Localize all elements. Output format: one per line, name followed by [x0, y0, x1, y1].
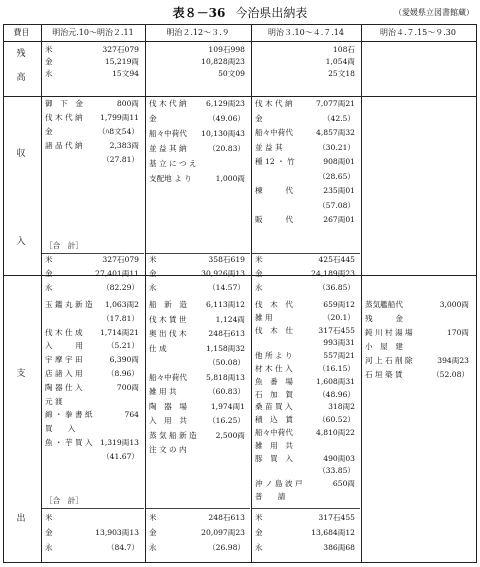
- shunyu-c2-value: （49.06）: [208, 114, 245, 123]
- shunyu-c3-value: 7,077両21: [316, 99, 355, 108]
- shishutsu-c1-label: 陶 器 仕 入: [45, 382, 83, 392]
- zandaka-c1-label: 永: [45, 69, 53, 78]
- shishutsu-c1-value: 1,063両2: [104, 300, 139, 309]
- shunyu-c3-total-label: 金: [255, 269, 263, 278]
- row-divider: [42, 508, 144, 509]
- zandaka-c3-value: 108石: [332, 45, 355, 54]
- zandaka-c1-label: 米: [45, 45, 53, 54]
- shishutsu-c1-label: 玉 鑑 丸 新 造: [45, 300, 93, 309]
- shishutsu-c3-value: 993両31: [323, 338, 355, 348]
- header-period-4: 明治４.７.15～９.30: [380, 28, 456, 37]
- shishutsu-c3-value: 317石455: [318, 325, 355, 335]
- shishutsu-c3-label: 船々中荷代: [255, 428, 293, 437]
- shunyu-c3-value: 4,857両32: [316, 128, 355, 137]
- shishutsu-c1-label: 伐 木 仕 成: [45, 327, 83, 337]
- shishutsu-c2-value: 6,113両12: [206, 300, 245, 309]
- shishutsu-c2-total-value: 248石613: [208, 513, 245, 522]
- category-zandaka-2: 高: [16, 73, 26, 83]
- shishutsu-c1-value: 764: [124, 410, 139, 420]
- shishutsu-c2-total-value: （26.98）: [208, 543, 245, 552]
- shishutsu-c2-label: 仕 成: [149, 343, 167, 353]
- header-period-2: 明治２.12～３.９: [166, 28, 230, 37]
- shishutsu-c3-value: 318両2: [328, 402, 355, 412]
- shunyu-c1-value: 1,799両11: [100, 113, 139, 122]
- shishutsu-c4-label: 小 屋 建: [365, 342, 403, 351]
- shunyu-c3-label: 棟 代: [255, 186, 293, 195]
- shunyu-c2-total-label: 金: [149, 269, 157, 278]
- shishutsu-c2-label: 奥 出 伐 木: [149, 329, 187, 338]
- row-divider: [42, 253, 144, 254]
- shunyu-c2-total-label: 米: [149, 255, 157, 264]
- shunyu-c3-value: 908両01: [323, 157, 355, 166]
- shishutsu-c2-label: 船々中荷代: [149, 372, 187, 382]
- shishutsu-c3-value: （20.1）: [322, 312, 355, 322]
- shishutsu-c2-value: （60.83）: [208, 387, 245, 396]
- shishutsu-c1-value: （17.81）: [102, 313, 139, 323]
- row-divider: [252, 253, 360, 254]
- shishutsu-c3-label: 魚 番 場: [255, 376, 293, 386]
- shishutsu-c1-label: 宇 摩 宇 田: [45, 355, 83, 365]
- shishutsu-c3-label: 雑 用 共: [255, 440, 293, 450]
- shunyu-c2-value: 1,000両: [215, 174, 245, 183]
- shunyu-c3-value: （28.65）: [318, 171, 355, 181]
- shunyu-c2-label: 船々中荷代: [149, 129, 187, 138]
- row-divider: [146, 253, 250, 254]
- shunyu-c1-value: （27.81）: [102, 155, 139, 164]
- header-category: 費目: [13, 28, 30, 37]
- shishutsu-c3-total-value: 13,684両12: [311, 528, 355, 537]
- row-divider: [252, 508, 360, 509]
- shunyu-c3-label: 船々中荷代: [255, 128, 293, 137]
- shishutsu-c3-label: 材 木 仕 入: [255, 364, 293, 373]
- zandaka-c2-value: 109石998: [208, 45, 245, 54]
- shishutsu-c4-label: 鈍 川 村 湯 場: [365, 328, 413, 337]
- zandaka-c1-value: 15文94: [112, 69, 139, 78]
- shishutsu-c2-value: 5,818両13: [206, 372, 245, 382]
- shishutsu-c3-value: （60.52）: [318, 415, 355, 425]
- shunyu-c3-value: （57.08）: [318, 200, 355, 210]
- shishutsu-c1-total-value: 13,903両13: [95, 528, 139, 537]
- shishutsu-c4-value: （52.08）: [432, 370, 469, 379]
- shunyu-c3-total-value: 425石445: [318, 255, 355, 264]
- shishutsu-c2-value: （50.08）: [208, 358, 245, 367]
- shishutsu-c3-total-label: 金: [255, 528, 263, 537]
- shunyu-c1-total-label: 米: [45, 255, 53, 264]
- shunyu-c3-label: 並 益 其: [255, 142, 283, 152]
- zandaka-c1-label: 金: [45, 57, 53, 66]
- shishutsu-c2-value: （16.25）: [208, 416, 245, 425]
- shunyu-c1-value: 800両: [116, 99, 139, 108]
- shishutsu-c2-value: 248石613: [208, 329, 245, 338]
- shunyu-c2-label: 金: [149, 114, 157, 123]
- row-divider: [146, 508, 250, 509]
- shunyu-c2-total-value: 358石619: [208, 255, 245, 264]
- shishutsu-c2-value: 1,974両1: [210, 401, 245, 411]
- shishutsu-c3-label: 伐 木 仕: [255, 325, 293, 335]
- shishutsu-c1-total-label: 金: [45, 528, 53, 537]
- shishutsu-c1-label: 店 諸 入 用: [45, 369, 83, 378]
- shishutsu-c4-value: 394両23: [437, 356, 469, 365]
- shunyu-c2-value: 10,130両43: [201, 129, 245, 138]
- shishutsu-c2-label: 陶 器 場: [149, 401, 187, 411]
- shishutsu-c4-label: 石 垣 築 賃: [365, 370, 403, 379]
- shishutsu-c2-label: 雑 用 共: [149, 387, 177, 396]
- shunyu-c3-label: 金: [255, 113, 263, 123]
- shishutsu-c1-total-label: 米: [45, 513, 53, 522]
- header-period-3: 明治３.10～４.７.14: [268, 28, 344, 37]
- shishutsu-c2-total-value: 20,097両23: [201, 528, 245, 537]
- shishutsu-c3-total-label: 永: [255, 543, 263, 552]
- zandaka-c2-value: 50文09: [218, 69, 245, 78]
- shishutsu-c3-label: 豚 買 入: [255, 453, 293, 463]
- shishutsu-c3-label: 普 請: [255, 492, 286, 501]
- shishutsu-c3-label: 沖 ノ 島 波 戸: [255, 479, 303, 489]
- category-zandaka-1: 残: [16, 49, 26, 59]
- shishutsu-c3-label: 他 所 よ り: [255, 351, 293, 361]
- shunyu-c3-total-value: 24,189両23: [311, 269, 355, 278]
- shunyu-c2-label: 並 益 其 納: [149, 144, 187, 153]
- shunyu-c3-value: （30.21）: [318, 142, 355, 152]
- shunyu-c2-label: 伐 木 代 納: [149, 99, 187, 108]
- shunyu-c1-total-value: 27,401両11: [95, 269, 139, 278]
- shishutsu-c4-label: 河 上 石 削 除: [365, 356, 413, 365]
- shishutsu-c3-value: （33.85）: [318, 466, 355, 476]
- shishutsu-c2-total-label: 米: [149, 513, 157, 522]
- zandaka-c1-value: 327石079: [102, 45, 139, 54]
- shishutsu-c3-label: 積 込 賃: [255, 415, 293, 425]
- shishutsu-c3-total-value: 317石455: [318, 513, 355, 522]
- shishutsu-c2-label: 伐 木 賃 世: [149, 314, 187, 324]
- shishutsu-c2-label: 船 新 造: [149, 300, 187, 309]
- shishutsu-c3-value: （48.96）: [318, 389, 355, 399]
- shunyu-c1-total-label: 金: [45, 269, 53, 278]
- shunyu-c1-total-value: （82.29）: [102, 283, 139, 292]
- source-note: （愛媛県立図書館蔵）: [394, 8, 474, 17]
- category-shishutsu-2: 出: [16, 514, 26, 524]
- shishutsu-c1-value: 1,714両21: [100, 327, 139, 337]
- shishutsu-c4-value: 170両: [446, 328, 469, 337]
- table-number: 表８－36: [172, 6, 226, 20]
- shunyu-c2-total-value: 30,926両13: [201, 269, 245, 278]
- shishutsu-c1-label: 買 入: [45, 424, 76, 434]
- shunyu-c2-total-value: （14.57）: [208, 283, 245, 292]
- shunyu-total-heading: ［合 計］: [45, 241, 83, 250]
- shunyu-c2-total-label: 永: [149, 283, 157, 292]
- shunyu-c2-value: （20.83）: [208, 144, 245, 153]
- shishutsu-c3-value: 659両12: [323, 300, 355, 309]
- shishutsu-c1-label: 元 渡: [45, 396, 63, 406]
- shishutsu-c1-value: 6,390両: [109, 355, 139, 365]
- shishutsu-c3-label: 石 加 賀: [255, 389, 293, 399]
- shishutsu-c2-value: 1,124両: [215, 314, 245, 324]
- shishutsu-c4-label: 残 金: [365, 314, 403, 323]
- shunyu-c3-total-value: （36.85）: [318, 283, 355, 292]
- shunyu-c2-label: 基 立 に つ え: [149, 159, 197, 168]
- shunyu-c3-total-label: 米: [255, 255, 263, 264]
- zandaka-c2-value: 10,828両23: [201, 57, 245, 66]
- shunyu-c1-label: 諸 品 代 納: [45, 141, 83, 150]
- shishutsu-c1-label: 入 用: [45, 341, 83, 351]
- shishutsu-c2-label: 入 用 共: [149, 416, 187, 425]
- shishutsu-c2-value: 1,158両32: [206, 343, 245, 353]
- shishutsu-c2-label: 注 文 の 内: [149, 445, 187, 454]
- shishutsu-c2-total-label: 金: [149, 528, 157, 537]
- shishutsu-c2-label: 蒸 気 船 新 造: [149, 430, 197, 440]
- shishutsu-c3-value: 650両: [332, 479, 355, 489]
- shunyu-c3-label: 種 12 ・ 竹: [255, 157, 295, 166]
- zandaka-c3-value: 25文18: [328, 69, 355, 78]
- table-caption: 今治県出納表: [235, 6, 308, 20]
- shishutsu-c3-total-label: 米: [255, 513, 263, 522]
- shishutsu-c2-value: 2,500両: [215, 430, 245, 440]
- shunyu-c1-total-label: 永: [45, 283, 53, 292]
- shishutsu-c1-total-label: 永: [45, 543, 53, 552]
- shishutsu-c1-value: 1,319両13: [100, 438, 139, 447]
- shishutsu-c3-value: 4,810両22: [316, 428, 355, 437]
- shunyu-c3-total-label: 永: [255, 283, 263, 292]
- zandaka-c3-value: 1,054両: [325, 57, 355, 66]
- shishutsu-c1-label: 魚 ・ 芋 買 入: [45, 438, 93, 447]
- shishutsu-c1-total-value: （84.7）: [106, 543, 139, 552]
- shishutsu-c4-value: 3,000両: [439, 300, 469, 309]
- shishutsu-c1-value: （8.96）: [106, 369, 139, 378]
- shishutsu-c3-value: 490両03: [323, 453, 355, 463]
- category-shunyu-1: 収: [16, 149, 26, 159]
- shishutsu-c3-value: （16.15）: [318, 364, 355, 373]
- shunyu-c1-value: （ﾊ8文54）: [97, 127, 139, 136]
- zandaka-c1-value: 15,219両: [104, 57, 139, 66]
- shunyu-c1-label: 御 下 金: [45, 99, 83, 108]
- shishutsu-c1-value: （5.21）: [106, 341, 139, 351]
- shunyu-c3-value: 267両01: [323, 215, 355, 224]
- shishutsu-c3-value: 557両21: [323, 351, 355, 361]
- shunyu-c1-label: 金: [45, 127, 53, 136]
- header-period-1: 明治元.10～明治２.11: [52, 28, 134, 37]
- shunyu-c2-value: 6,129両23: [206, 99, 245, 108]
- shunyu-c1-total-value: 327石079: [102, 255, 139, 264]
- shunyu-c2-label: 支配地 よ り: [149, 174, 192, 183]
- shishutsu-c4-label: 蒸気艦船代: [365, 300, 403, 309]
- shishutsu-c3-label: 雑 用: [255, 312, 273, 322]
- category-shunyu-2: 入: [16, 237, 26, 247]
- shunyu-c3-value: 235両01: [323, 186, 355, 195]
- shunyu-c1-value: 2,383両: [109, 141, 139, 150]
- shishutsu-c3-value: 1,608両31: [316, 376, 355, 386]
- shishutsu-total-heading: ［合 計］: [45, 496, 83, 505]
- shunyu-c1-label: 伐 木 代 納: [45, 113, 83, 122]
- shishutsu-c2-total-label: 永: [149, 543, 157, 552]
- shishutsu-c3-label: 伐 木 代: [255, 300, 293, 309]
- shunyu-c3-label: 伐 木 代 納: [255, 99, 293, 108]
- category-shishutsu-1: 支: [16, 369, 26, 379]
- shunyu-c3-value: （42.5）: [322, 113, 355, 123]
- shishutsu-c1-label: 綿 ・ 拳 書 紙: [45, 410, 93, 420]
- shishutsu-c3-total-value: 386両68: [323, 543, 355, 552]
- shunyu-c3-label: 販 代: [255, 215, 293, 224]
- shishutsu-c1-value: 700両: [116, 382, 139, 392]
- shishutsu-c1-value: （41.67）: [102, 451, 139, 461]
- shishutsu-c3-label: 桑 苗 買 入: [255, 402, 293, 412]
